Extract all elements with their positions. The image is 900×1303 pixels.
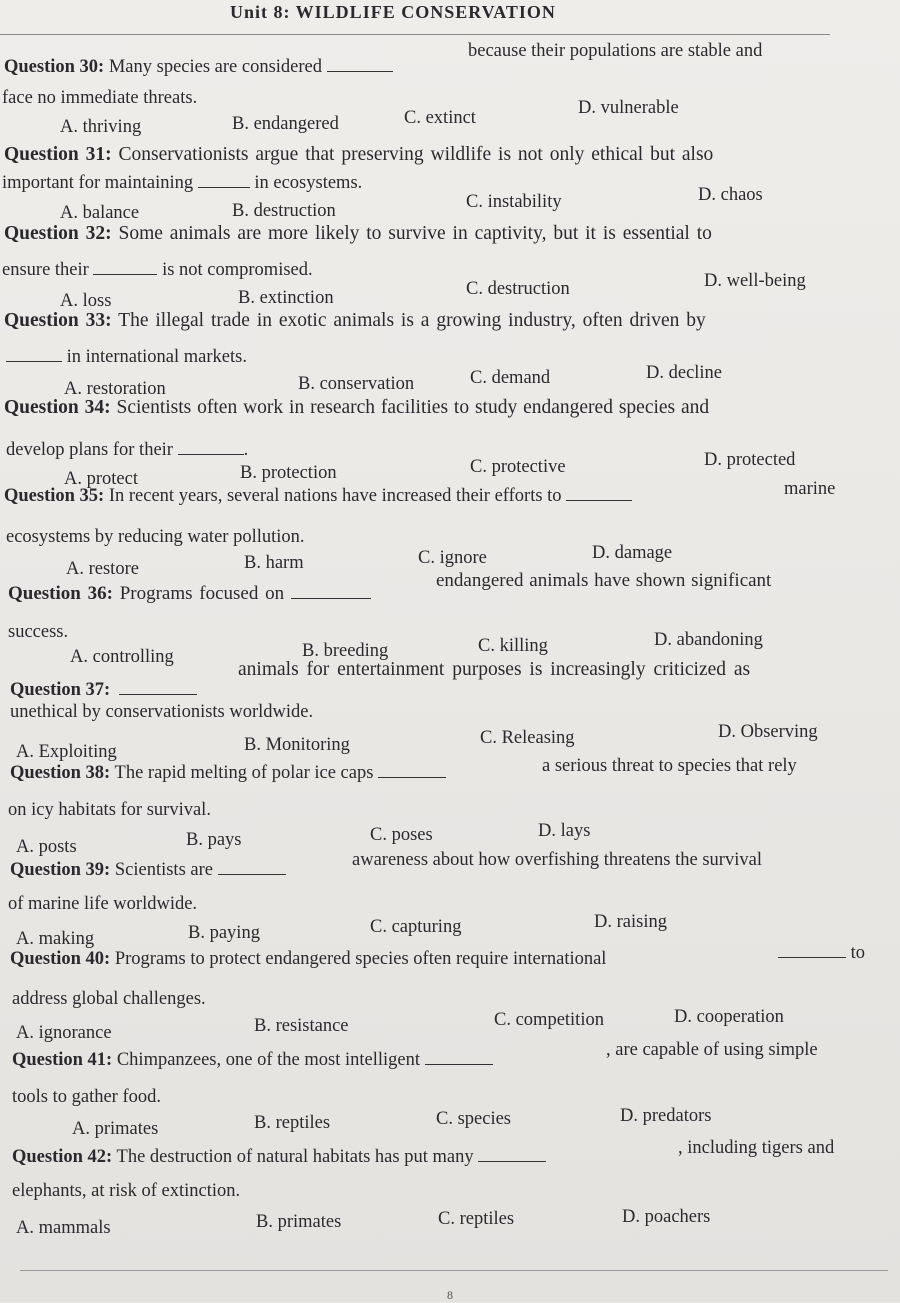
option-d[interactable]: D. predators	[620, 1106, 712, 1126]
option-a[interactable]: A. mammals	[16, 1218, 111, 1238]
question-33-stem-cont: in international markets.	[6, 346, 247, 368]
option-b[interactable]: B. Monitoring	[244, 735, 350, 755]
question-39-stem: Question 39: Scientists are	[10, 859, 286, 881]
option-c[interactable]: C. instability	[466, 192, 562, 212]
question-42-stem-end: elephants, at risk of extinction.	[12, 1181, 241, 1201]
option-c[interactable]: C. protective	[470, 457, 566, 477]
question-30-stem-cont: because their populations are stable and	[468, 41, 763, 61]
option-a[interactable]: A. balance	[60, 203, 140, 223]
option-a[interactable]: A. ignorance	[16, 1023, 112, 1043]
option-b[interactable]: B. resistance	[254, 1016, 349, 1036]
question-41-stem-cont: , are capable of using simple	[606, 1040, 818, 1060]
option-b[interactable]: B. conservation	[298, 374, 415, 394]
option-c[interactable]: C. competition	[494, 1010, 604, 1030]
option-d[interactable]: D. cooperation	[674, 1007, 784, 1027]
option-a[interactable]: A. restore	[66, 559, 139, 579]
question-38-stem: Question 38: The rapid melting of polar ice caps	[10, 762, 446, 784]
option-d[interactable]: D. lays	[538, 821, 591, 841]
option-a[interactable]: A. primates	[72, 1119, 159, 1139]
question-36-stem-cont: endangered animals have shown significant	[436, 570, 772, 591]
option-c[interactable]: C. demand	[470, 368, 551, 388]
question-41-stem-end: tools to gather food.	[12, 1087, 162, 1107]
answer-blank[interactable]	[378, 777, 446, 778]
question-40-stem: Question 40: Programs to protect endangered species often require international	[10, 949, 607, 969]
question-30-stem-end: face no immediate threats.	[2, 88, 198, 108]
question-34-stem: Question 34: Scientists often work in research facilities to study endangered species and	[4, 397, 710, 418]
option-a[interactable]: A. controlling	[70, 647, 174, 667]
question-31-stem-cont: important for maintaining in ecosystems.	[2, 173, 363, 193]
option-c[interactable]: C. species	[436, 1109, 512, 1129]
unit-title: Unit 8: WILDLIFE CONSERVATION	[230, 2, 556, 22]
option-d[interactable]: D. well-being	[704, 271, 806, 291]
question-31-stem: Question 31: Conservationists argue that preserving wildlife is not only ethical but also	[4, 144, 714, 165]
option-b[interactable]: B. endangered	[232, 114, 339, 134]
option-b[interactable]: B. breeding	[302, 641, 389, 661]
option-d[interactable]: D. Observing	[718, 722, 818, 742]
option-d[interactable]: D. abandoning	[654, 630, 763, 650]
option-a[interactable]: A. protect	[64, 469, 138, 489]
option-c[interactable]: C. capturing	[370, 917, 462, 937]
question-32-stem: Question 32: Some animals are more likely to survive in captivity, but it is essential to	[4, 223, 712, 244]
answer-blank[interactable]	[566, 500, 632, 501]
answer-blank[interactable]	[178, 454, 244, 455]
answer-blank[interactable]	[93, 274, 157, 275]
page-number: 8	[447, 1288, 453, 1302]
footer-divider	[20, 1270, 888, 1271]
option-a[interactable]: A. restoration	[64, 379, 166, 399]
question-40-stem-cont: to	[778, 942, 865, 964]
question-42-stem-cont: , including tigers and	[678, 1138, 835, 1158]
answer-blank[interactable]	[218, 874, 286, 875]
option-c[interactable]: C. poses	[370, 825, 433, 845]
option-d[interactable]: D. poachers	[622, 1207, 711, 1227]
option-b[interactable]: B. destruction	[232, 201, 336, 221]
option-c[interactable]: C. destruction	[466, 279, 570, 299]
question-41-stem: Question 41: Chimpanzees, one of the most intelligent	[12, 1049, 493, 1071]
question-36-stem-end: success.	[8, 622, 69, 642]
answer-blank[interactable]	[291, 598, 371, 599]
option-a[interactable]: A. making	[16, 929, 95, 949]
header-divider	[0, 34, 830, 35]
option-d[interactable]: D. vulnerable	[578, 98, 679, 118]
question-35-stem: Question 35: In recent years, several nations have increased their efforts to	[4, 485, 632, 507]
answer-blank[interactable]	[119, 694, 197, 695]
option-a[interactable]: A. loss	[60, 291, 112, 311]
option-a[interactable]: A. Exploiting	[16, 742, 117, 762]
question-37-stem-end: unethical by conservationists worldwide.	[10, 702, 314, 722]
question-39-stem-cont: awareness about how overfishing threatens the survival	[352, 850, 762, 870]
answer-blank[interactable]	[6, 361, 62, 362]
option-b[interactable]: B. harm	[244, 553, 304, 573]
question-33-stem: Question 33: The illegal trade in exotic animals is a growing industry, often driven by	[4, 310, 706, 331]
question-37-stem-cont: animals for entertainment purposes is increasingly criticized as	[238, 659, 751, 680]
option-b[interactable]: B. protection	[240, 463, 337, 483]
question-39-stem-end: of marine life worldwide.	[8, 894, 198, 914]
question-30-stem: Question 30: Many species are considered	[4, 56, 393, 78]
option-b[interactable]: B. paying	[188, 923, 260, 943]
question-35-stem-end: ecosystems by reducing water pollution.	[6, 527, 305, 547]
question-35-stem-cont: marine	[784, 479, 836, 499]
answer-blank[interactable]	[778, 957, 846, 958]
option-d[interactable]: D. chaos	[698, 185, 763, 205]
option-b[interactable]: B. primates	[256, 1212, 342, 1232]
option-d[interactable]: D. decline	[646, 363, 723, 383]
option-c[interactable]: C. extinct	[404, 108, 476, 128]
option-b[interactable]: B. pays	[186, 830, 242, 850]
question-36-stem: Question 36: Programs focused on	[8, 583, 371, 605]
option-d[interactable]: D. raising	[594, 912, 667, 932]
answer-blank[interactable]	[425, 1064, 493, 1065]
option-b[interactable]: B. extinction	[238, 288, 334, 308]
option-a[interactable]: A. posts	[16, 837, 77, 857]
option-c[interactable]: C. reptiles	[438, 1209, 515, 1229]
option-c[interactable]: C. ignore	[418, 548, 487, 568]
question-32-stem-cont: ensure their is not compromised.	[2, 260, 313, 280]
option-c[interactable]: C. killing	[478, 636, 548, 656]
question-38-stem-cont: a serious threat to species that rely	[542, 756, 797, 776]
option-a[interactable]: A. thriving	[60, 117, 142, 137]
option-d[interactable]: D. damage	[592, 543, 673, 563]
question-42-stem: Question 42: The destruction of natural habitats has put many	[12, 1146, 546, 1168]
option-b[interactable]: B. reptiles	[254, 1113, 331, 1133]
question-38-stem-end: on icy habitats for survival.	[8, 800, 211, 820]
answer-blank[interactable]	[198, 187, 250, 188]
question-40-stem-end: address global challenges.	[12, 989, 206, 1009]
answer-blank[interactable]	[327, 71, 393, 72]
option-c[interactable]: C. Releasing	[480, 728, 575, 748]
question-34-stem-cont: develop plans for their .	[6, 440, 249, 460]
question-37-stem: Question 37:	[10, 679, 197, 701]
answer-blank[interactable]	[478, 1161, 546, 1162]
option-d[interactable]: D. protected	[704, 450, 796, 470]
